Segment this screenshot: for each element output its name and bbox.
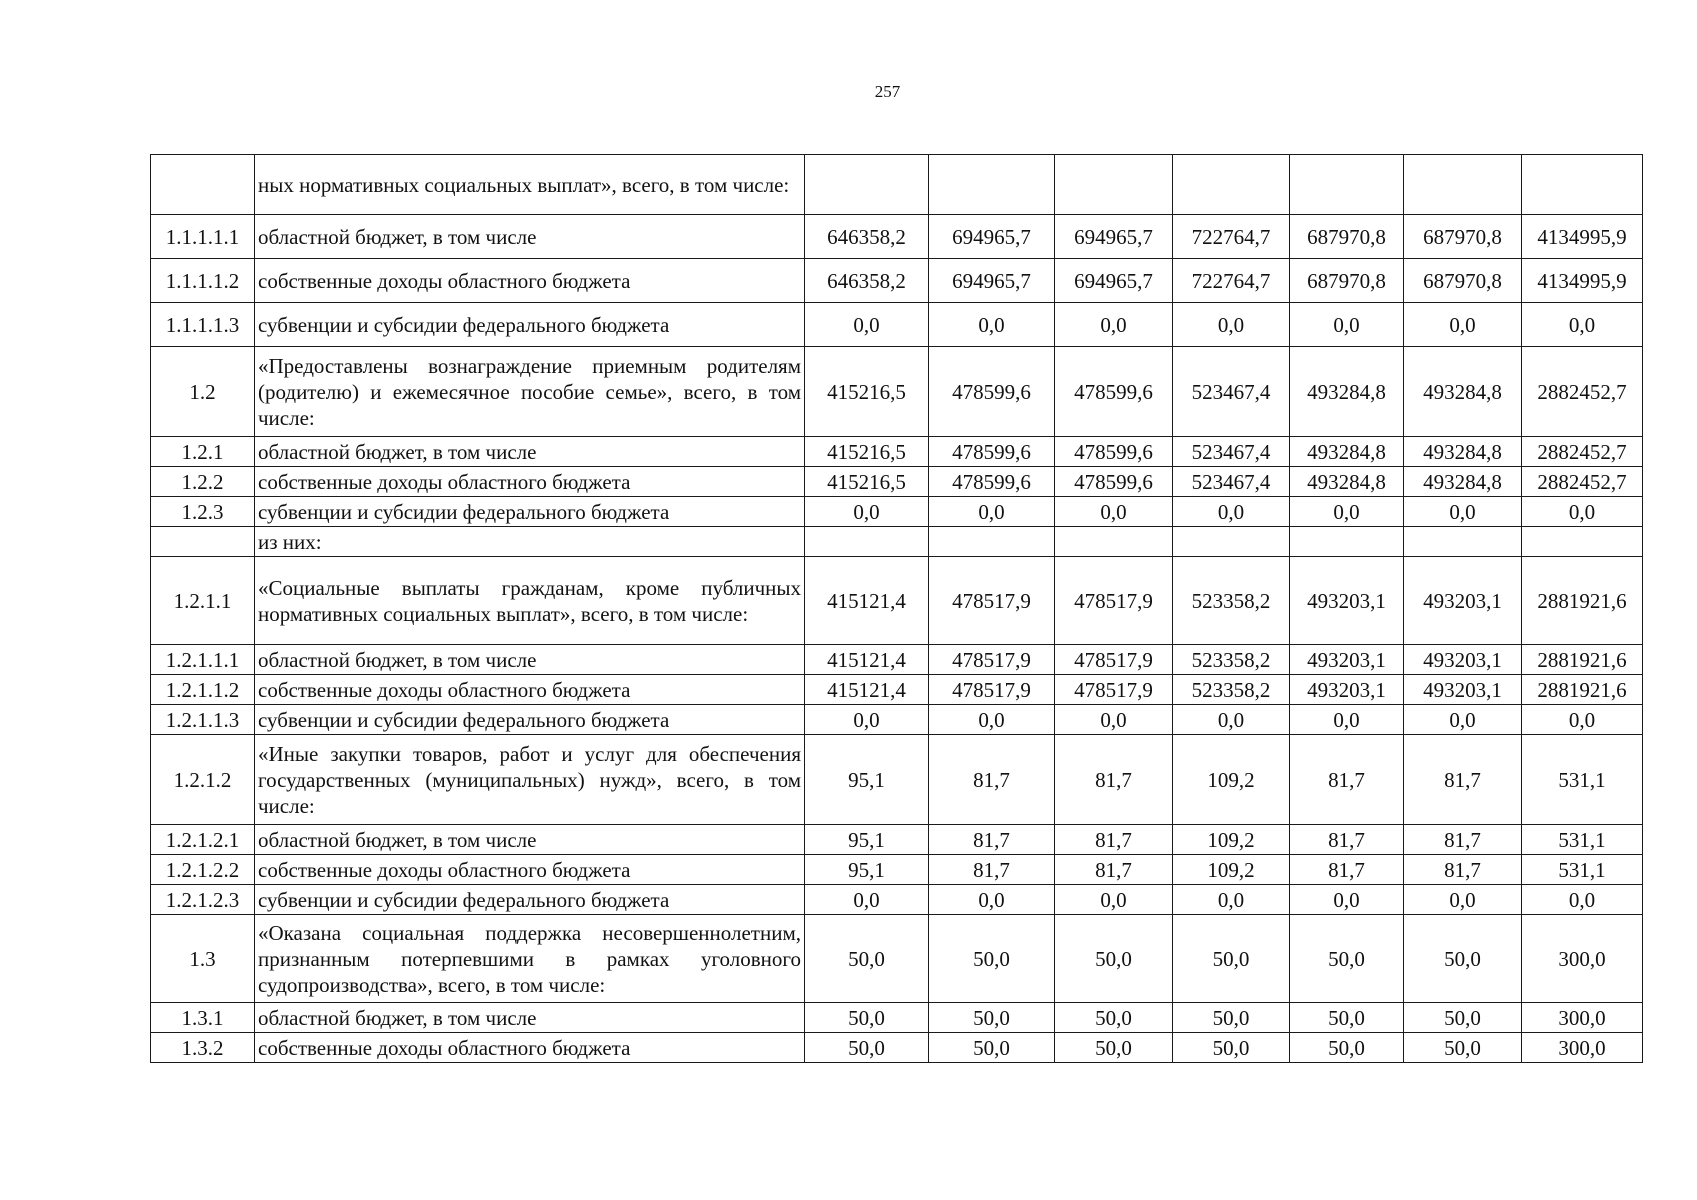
row-description: областной бюджет, в том числе [255,645,805,675]
row-code: 1.2.1.1.3 [151,705,255,735]
value-cell: 81,7 [929,825,1055,855]
value-cell: 81,7 [929,855,1055,885]
value-cell: 81,7 [1290,735,1404,825]
value-cell: 478517,9 [929,675,1055,705]
value-cell: 2881921,6 [1522,675,1643,705]
table-row [151,557,1643,645]
value-cell: 0,0 [1404,885,1522,915]
table-row [151,675,1643,705]
value-cell [1173,155,1290,215]
value-cell [1404,155,1522,215]
row-description: ных нормативных социальных выплат», всего, в том числе: [255,155,805,215]
row-code: 1.2.1.2.1 [151,825,255,855]
value-cell: 50,0 [1404,915,1522,1003]
value-cell: 300,0 [1522,1033,1643,1063]
value-cell: 2881921,6 [1522,645,1643,675]
value-cell: 81,7 [1290,825,1404,855]
row-description: собственные доходы областного бюджета [255,855,805,885]
row-code: 1.3.2 [151,1033,255,1063]
value-cell: 687970,8 [1290,215,1404,259]
table-row [151,437,1643,467]
value-cell: 694965,7 [929,259,1055,303]
row-description: областной бюджет, в том числе [255,825,805,855]
value-cell: 0,0 [929,497,1055,527]
value-cell: 95,1 [805,825,929,855]
value-cell: 50,0 [805,1003,929,1033]
table-row [151,467,1643,497]
value-cell: 0,0 [1522,303,1643,347]
value-cell [1173,527,1290,557]
row-code: 1.2 [151,347,255,437]
value-cell: 81,7 [1404,855,1522,885]
value-cell: 50,0 [1290,1003,1404,1033]
value-cell: 50,0 [805,915,929,1003]
value-cell: 722764,7 [1173,215,1290,259]
value-cell: 478599,6 [929,347,1055,437]
value-cell: 0,0 [1055,303,1173,347]
value-cell: 523467,4 [1173,467,1290,497]
value-cell: 0,0 [1404,303,1522,347]
value-cell: 0,0 [1055,705,1173,735]
row-code: 1.1.1.1.3 [151,303,255,347]
value-cell: 0,0 [1522,885,1643,915]
value-cell [805,155,929,215]
value-cell: 50,0 [1404,1003,1522,1033]
value-cell: 493203,1 [1404,645,1522,675]
value-cell: 0,0 [1522,497,1643,527]
row-description: областной бюджет, в том числе [255,215,805,259]
value-cell: 50,0 [805,1033,929,1063]
table-body [151,155,1643,1063]
value-cell: 415121,4 [805,645,929,675]
table-row [151,885,1643,915]
value-cell: 493284,8 [1404,467,1522,497]
table-row [151,215,1643,259]
value-cell: 50,0 [929,1003,1055,1033]
budget-table [150,154,1643,1063]
row-description: областной бюджет, в том числе [255,1003,805,1033]
value-cell: 109,2 [1173,735,1290,825]
value-cell: 0,0 [1290,303,1404,347]
value-cell: 722764,7 [1173,259,1290,303]
value-cell: 109,2 [1173,855,1290,885]
row-code: 1.2.3 [151,497,255,527]
row-code: 1.2.1 [151,437,255,467]
table-row [151,527,1643,557]
value-cell: 493203,1 [1404,675,1522,705]
value-cell: 0,0 [929,885,1055,915]
value-cell: 523358,2 [1173,645,1290,675]
table-row [151,347,1643,437]
row-code: 1.1.1.1.2 [151,259,255,303]
row-code: 1.2.1.1 [151,557,255,645]
value-cell: 687970,8 [1290,259,1404,303]
value-cell: 478599,6 [929,467,1055,497]
value-cell: 81,7 [929,735,1055,825]
value-cell: 0,0 [1173,885,1290,915]
value-cell: 493284,8 [1404,347,1522,437]
value-cell: 415121,4 [805,675,929,705]
row-description: собственные доходы областного бюджета [255,675,805,705]
value-cell: 81,7 [1404,825,1522,855]
value-cell: 687970,8 [1404,215,1522,259]
value-cell: 523358,2 [1173,675,1290,705]
value-cell: 0,0 [1404,497,1522,527]
value-cell: 0,0 [1404,705,1522,735]
value-cell: 478517,9 [1055,675,1173,705]
row-description: собственные доходы областного бюджета [255,467,805,497]
value-cell: 493203,1 [1290,645,1404,675]
value-cell [1290,155,1404,215]
value-cell [929,155,1055,215]
value-cell: 81,7 [1290,855,1404,885]
value-cell [1290,527,1404,557]
table-row [151,705,1643,735]
table-row [151,259,1643,303]
value-cell: 50,0 [1404,1033,1522,1063]
value-cell: 95,1 [805,735,929,825]
value-cell: 0,0 [1290,497,1404,527]
value-cell: 0,0 [805,497,929,527]
row-description: субвенции и субсидии федерального бюджета [255,497,805,527]
value-cell: 81,7 [1055,735,1173,825]
value-cell [1055,155,1173,215]
value-cell: 531,1 [1522,735,1643,825]
value-cell: 50,0 [1173,1033,1290,1063]
value-cell: 109,2 [1173,825,1290,855]
value-cell: 493284,8 [1290,467,1404,497]
value-cell: 0,0 [1290,705,1404,735]
value-cell: 4134995,9 [1522,259,1643,303]
row-code: 1.2.2 [151,467,255,497]
value-cell: 0,0 [929,303,1055,347]
value-cell: 493284,8 [1290,437,1404,467]
row-description: собственные доходы областного бюджета [255,1033,805,1063]
row-code [151,155,255,215]
value-cell: 493203,1 [1290,557,1404,645]
page-number: 257 [874,82,901,101]
value-cell: 415216,5 [805,347,929,437]
value-cell: 0,0 [1173,497,1290,527]
value-cell: 2882452,7 [1522,467,1643,497]
value-cell: 0,0 [1522,705,1643,735]
value-cell: 493203,1 [1404,557,1522,645]
row-description: «Социальные выплаты гражданам, кроме публичных нормативных социальных выплат», всего, в том числе: [255,557,805,645]
value-cell: 687970,8 [1404,259,1522,303]
value-cell: 478517,9 [929,645,1055,675]
value-cell: 694965,7 [929,215,1055,259]
value-cell: 0,0 [1173,705,1290,735]
row-description: областной бюджет, в том числе [255,437,805,467]
value-cell: 50,0 [929,1033,1055,1063]
value-cell: 523467,4 [1173,437,1290,467]
value-cell: 478517,9 [929,557,1055,645]
value-cell: 0,0 [805,303,929,347]
value-cell: 50,0 [1173,915,1290,1003]
table-row [151,1003,1643,1033]
value-cell: 50,0 [1290,915,1404,1003]
value-cell: 415121,4 [805,557,929,645]
row-code: 1.3 [151,915,255,1003]
value-cell: 81,7 [1055,855,1173,885]
row-code: 1.2.1.1.2 [151,675,255,705]
value-cell: 50,0 [1055,915,1173,1003]
value-cell: 0,0 [1055,885,1173,915]
table-row [151,915,1643,1003]
row-description: субвенции и субсидии федерального бюджета [255,885,805,915]
value-cell: 478599,6 [1055,437,1173,467]
value-cell: 646358,2 [805,215,929,259]
value-cell: 0,0 [805,705,929,735]
value-cell: 478599,6 [929,437,1055,467]
value-cell: 523358,2 [1173,557,1290,645]
value-cell: 2881921,6 [1522,557,1643,645]
value-cell: 531,1 [1522,825,1643,855]
value-cell: 50,0 [1290,1033,1404,1063]
value-cell: 95,1 [805,855,929,885]
value-cell: 531,1 [1522,855,1643,885]
row-description: собственные доходы областного бюджета [255,259,805,303]
value-cell: 81,7 [1055,825,1173,855]
value-cell: 300,0 [1522,1003,1643,1033]
value-cell: 415216,5 [805,467,929,497]
row-description: из них: [255,527,805,557]
value-cell: 523467,4 [1173,347,1290,437]
row-code: 1.2.1.2 [151,735,255,825]
value-cell: 493203,1 [1290,675,1404,705]
value-cell [805,527,929,557]
table-row [151,303,1643,347]
table-row [151,735,1643,825]
table-row [151,1033,1643,1063]
row-description: субвенции и субсидии федерального бюджета [255,705,805,735]
row-code: 1.1.1.1.1 [151,215,255,259]
table-row [151,855,1643,885]
value-cell: 0,0 [1290,885,1404,915]
value-cell [1522,155,1643,215]
value-cell [1055,527,1173,557]
value-cell: 478517,9 [1055,557,1173,645]
value-cell: 478517,9 [1055,645,1173,675]
value-cell: 493284,8 [1290,347,1404,437]
value-cell: 2882452,7 [1522,347,1643,437]
value-cell: 493284,8 [1404,437,1522,467]
value-cell [1522,527,1643,557]
value-cell: 0,0 [1173,303,1290,347]
value-cell: 2882452,7 [1522,437,1643,467]
value-cell: 0,0 [1055,497,1173,527]
value-cell: 694965,7 [1055,259,1173,303]
value-cell: 646358,2 [805,259,929,303]
row-code: 1.3.1 [151,1003,255,1033]
row-code: 1.2.1.2.2 [151,855,255,885]
value-cell: 694965,7 [1055,215,1173,259]
row-description: «Иные закупки товаров, работ и услуг для обеспечения государственных (муниципальных) нужд», всего, в том числе: [255,735,805,825]
value-cell: 50,0 [1055,1003,1173,1033]
value-cell: 4134995,9 [1522,215,1643,259]
row-description: субвенции и субсидии федерального бюджета [255,303,805,347]
row-code: 1.2.1.1.1 [151,645,255,675]
row-description: «Предоставлены вознаграждение приемным родителям (родителю) и ежемесячное пособие семье», всего, в том числе: [255,347,805,437]
value-cell: 415216,5 [805,437,929,467]
table-row [151,155,1643,215]
value-cell: 478599,6 [1055,347,1173,437]
row-code: 1.2.1.2.3 [151,885,255,915]
row-code [151,527,255,557]
value-cell: 50,0 [1173,1003,1290,1033]
value-cell [1404,527,1522,557]
value-cell: 50,0 [929,915,1055,1003]
table-row [151,645,1643,675]
value-cell: 300,0 [1522,915,1643,1003]
table-row [151,497,1643,527]
value-cell [929,527,1055,557]
value-cell: 0,0 [805,885,929,915]
value-cell: 0,0 [929,705,1055,735]
value-cell: 50,0 [1055,1033,1173,1063]
value-cell: 81,7 [1404,735,1522,825]
row-description: «Оказана социальная поддержка несовершеннолетним, признанным потерпевшими в рамках уголовного судопроизводства», всего, в том числе: [255,915,805,1003]
value-cell: 478599,6 [1055,467,1173,497]
table-row [151,825,1643,855]
